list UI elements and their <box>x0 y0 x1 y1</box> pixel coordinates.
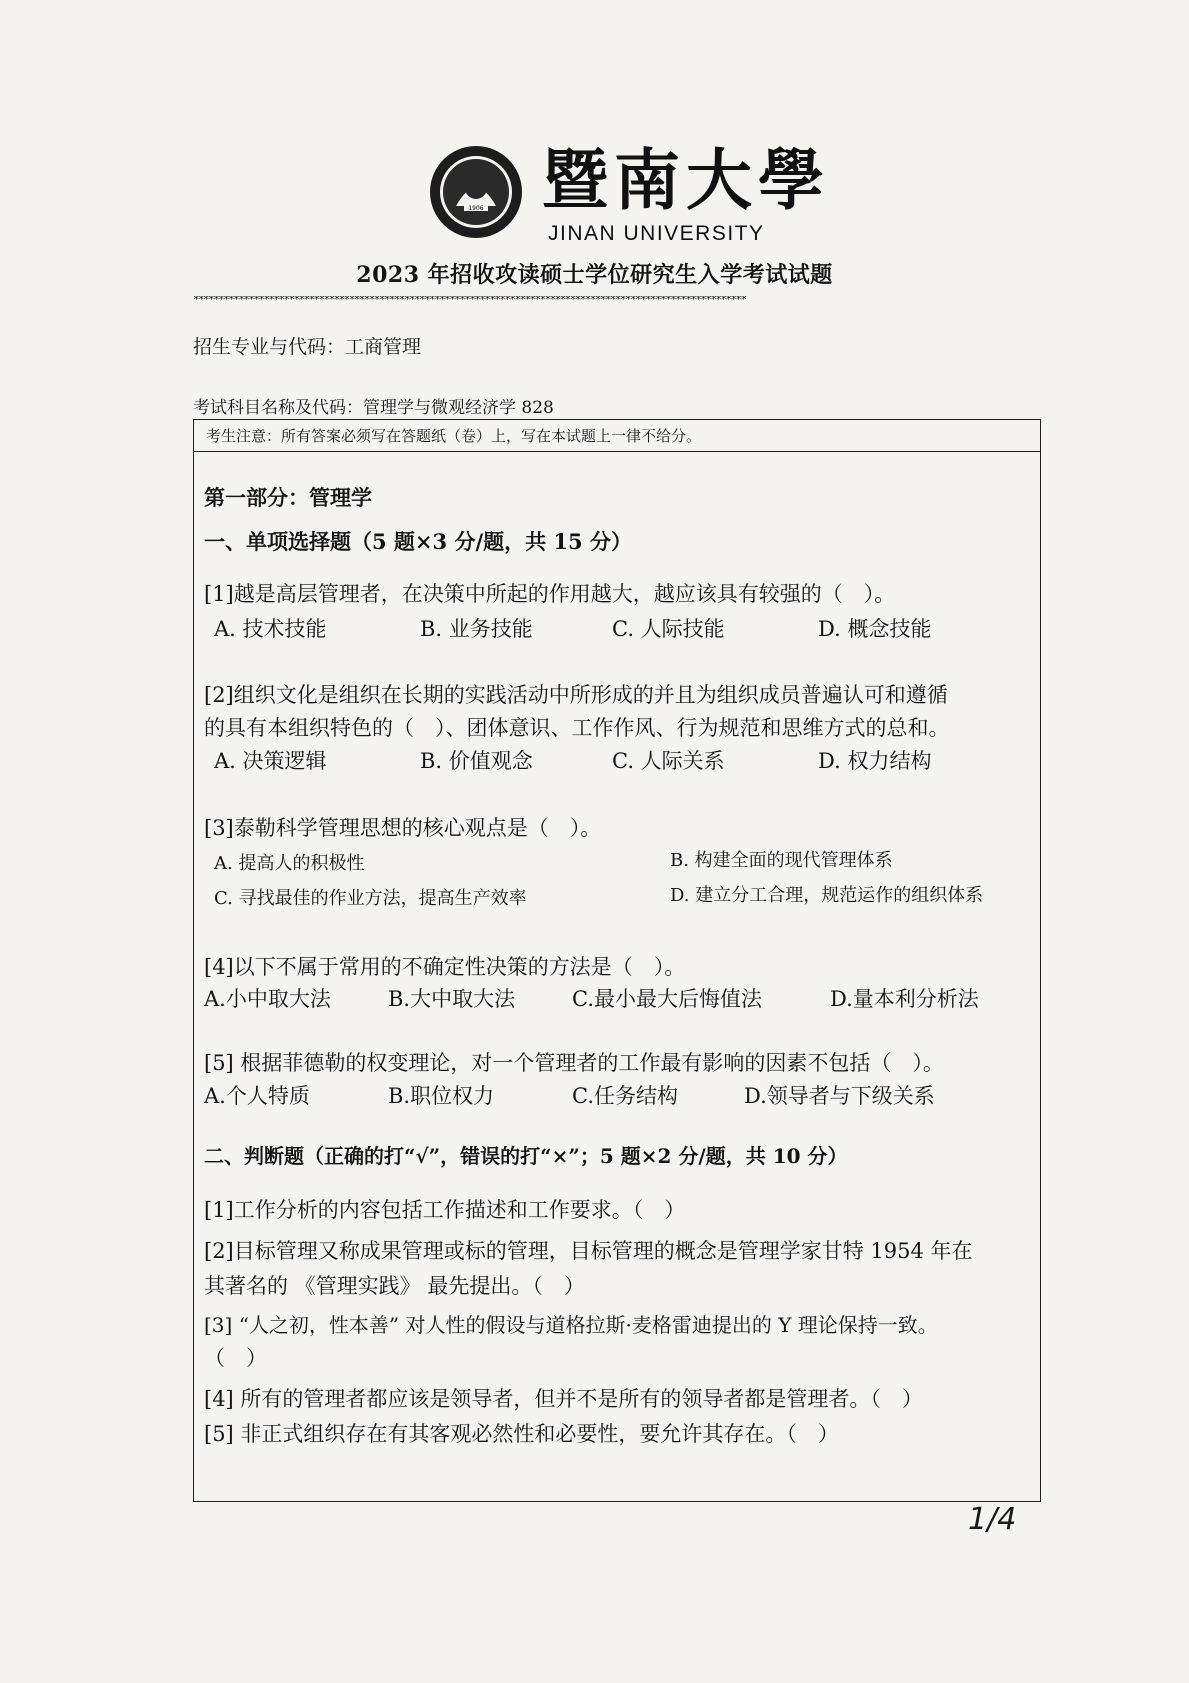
option-b: B.职位权力 <box>388 1084 495 1108</box>
part-title: 第一部分：管理学 <box>204 485 372 510</box>
option-a: A.个人特质 <box>204 1084 310 1108</box>
question-stem: [3]泰勒科学管理思想的核心观点是（ ）。 <box>204 816 602 840</box>
judgment-line: [4] 所有的管理者都应该是领导者，但并不是所有的领导者都是管理者。（ ） <box>204 1387 923 1411</box>
exam-content-box <box>193 419 1041 1502</box>
star-divider: ************************************************************************************************************** <box>193 296 746 304</box>
option-b: B.大中取大法 <box>388 987 516 1011</box>
option-c: C. 人际关系 <box>612 749 725 773</box>
question-stem: [4]以下不属于常用的不确定性决策的方法是（ ）。 <box>204 955 686 979</box>
judgment-line: [5] 非正式组织存在有其客观必然性和必要性，要允许其存在。（ ） <box>204 1422 839 1446</box>
option-a: A. 决策逻辑 <box>214 749 327 773</box>
exam-title: 2023 年招收攻读硕士学位研究生入学考试试题 <box>356 262 833 288</box>
university-name-cn: 暨南大學 <box>542 141 830 219</box>
option-a: A. 技术技能 <box>214 617 327 641</box>
option-c: C.任务结构 <box>572 1084 678 1108</box>
candidate-notice: 考生注意：所有答案必须写在答题纸（卷）上，写在本试题上一律不给分。 <box>206 427 702 445</box>
option-d: D. 概念技能 <box>818 617 932 641</box>
university-header <box>0 138 1189 258</box>
option-d: D. 权力结构 <box>818 749 932 773</box>
question-stem: 的具有本组织特色的（ ）、团体意识、工作作风、行为规范和思维方式的总和。 <box>204 716 950 740</box>
option-b: B. 业务技能 <box>420 617 533 641</box>
section-title: 一、单项选择题（5 题×3 分/题，共 15 分） <box>204 529 632 554</box>
university-seal-icon <box>428 144 524 240</box>
option-b: B. 构建全面的现代管理体系 <box>670 850 893 871</box>
option-d: D. 建立分工合理，规范运作的组织体系 <box>670 885 984 906</box>
question-stem: [5] 根据菲德勒的权变理论，对一个管理者的工作最有影响的因素不包括（ ）。 <box>204 1051 944 1075</box>
section-title: 二、判断题（正确的打“√”，错误的打“×”；5 题×2 分/题，共 10 分） <box>204 1144 848 1168</box>
option-a: A. 提高人的积极性 <box>214 853 365 874</box>
university-name-en: JINAN UNIVERSITY <box>548 222 765 245</box>
judgment-line: [3] “人之初，性本善” 对人性的假设与道格拉斯·麦格雷迪提出的 Y 理论保持一致。 <box>204 1313 938 1337</box>
judgment-line: 其著名的 《管理实践》 最先提出。（ ） <box>204 1274 585 1298</box>
option-c: C. 人际技能 <box>612 617 725 641</box>
page-number: 1/4 <box>968 1502 1017 1537</box>
option-c: C.最小最大后悔值法 <box>572 987 762 1011</box>
seal-year: 1906 <box>468 205 484 212</box>
judgment-line: [2]目标管理又称成果管理或标的管理，目标管理的概念是管理学家甘特 1954 年在 <box>204 1239 973 1263</box>
option-d: D.领导者与下级关系 <box>744 1084 935 1108</box>
judgment-line: [1]工作分析的内容包括工作描述和工作要求。（ ） <box>204 1198 686 1222</box>
option-d: D.量本利分析法 <box>830 987 979 1011</box>
question-stem: [1]越是高层管理者，在决策中所起的作用越大，越应该具有较强的（ ）。 <box>204 582 896 606</box>
option-a: A.小中取大法 <box>204 987 331 1011</box>
notice-bar <box>194 420 1040 452</box>
option-c: C. 寻找最佳的作业方法，提高生产效率 <box>214 888 527 909</box>
subject-line: 考试科目名称及代码：管理学与微观经济学 828 <box>193 398 554 418</box>
question-stem: [2]组织文化是组织在长期的实践活动中所形成的并且为组织成员普遍认可和遵循 <box>204 683 948 707</box>
judgment-line: （ ） <box>204 1346 267 1370</box>
major-line: 招生专业与代码：工商管理 <box>193 336 422 358</box>
option-b: B. 价值观念 <box>420 749 533 773</box>
